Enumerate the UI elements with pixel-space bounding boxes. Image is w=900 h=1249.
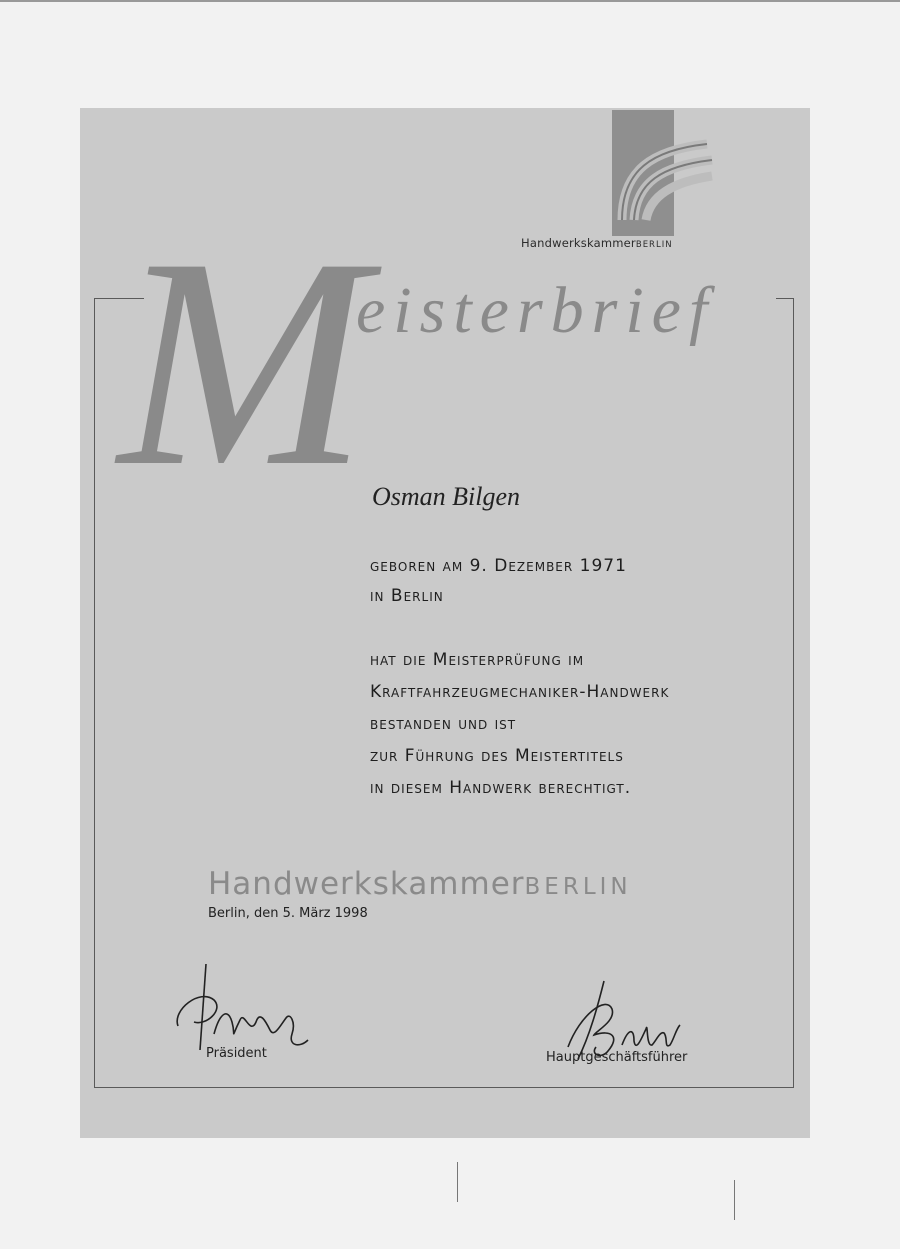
statement-line-5: in diesem Handwerk berechtigt. <box>370 778 632 798</box>
frame-top-right <box>776 298 794 299</box>
issue-date: Berlin, den 5. März 1998 <box>208 906 368 921</box>
president-label: Präsident <box>206 1046 267 1061</box>
statement-line-4: zur Führung des Meistertitels <box>370 746 624 766</box>
logo-text <box>521 236 673 250</box>
title-initial: M <box>118 196 368 528</box>
issuer-city: BERLIN <box>524 874 632 900</box>
chamber-logo-icon <box>612 130 722 230</box>
logo-city: BERLIN <box>635 240 673 250</box>
logo-name: Handwerkskammer <box>521 236 636 250</box>
title-rest: eisterbrief <box>356 274 716 347</box>
statement-line-2: Kraftfahrzeugmechaniker-Handwerk <box>370 682 670 702</box>
statement-line-1: hat die Meisterprüfung im <box>370 650 585 670</box>
president-signature <box>170 960 320 1055</box>
issuer-org: Handwerkskammer <box>208 866 525 902</box>
birth-line-1: geboren am 9. Dezember 1971 <box>370 556 627 576</box>
managing-director-label: Hauptgeschäftsführer <box>546 1050 688 1065</box>
recipient-name: Osman Bilgen <box>372 482 521 511</box>
scan-artifact-line <box>457 1162 458 1202</box>
statement-line-3: bestanden und ist <box>370 714 517 734</box>
scan-artifact-line <box>734 1180 735 1220</box>
issuer-name <box>208 866 632 902</box>
scan-edge-line <box>0 0 900 2</box>
birth-line-2: in Berlin <box>370 586 444 606</box>
